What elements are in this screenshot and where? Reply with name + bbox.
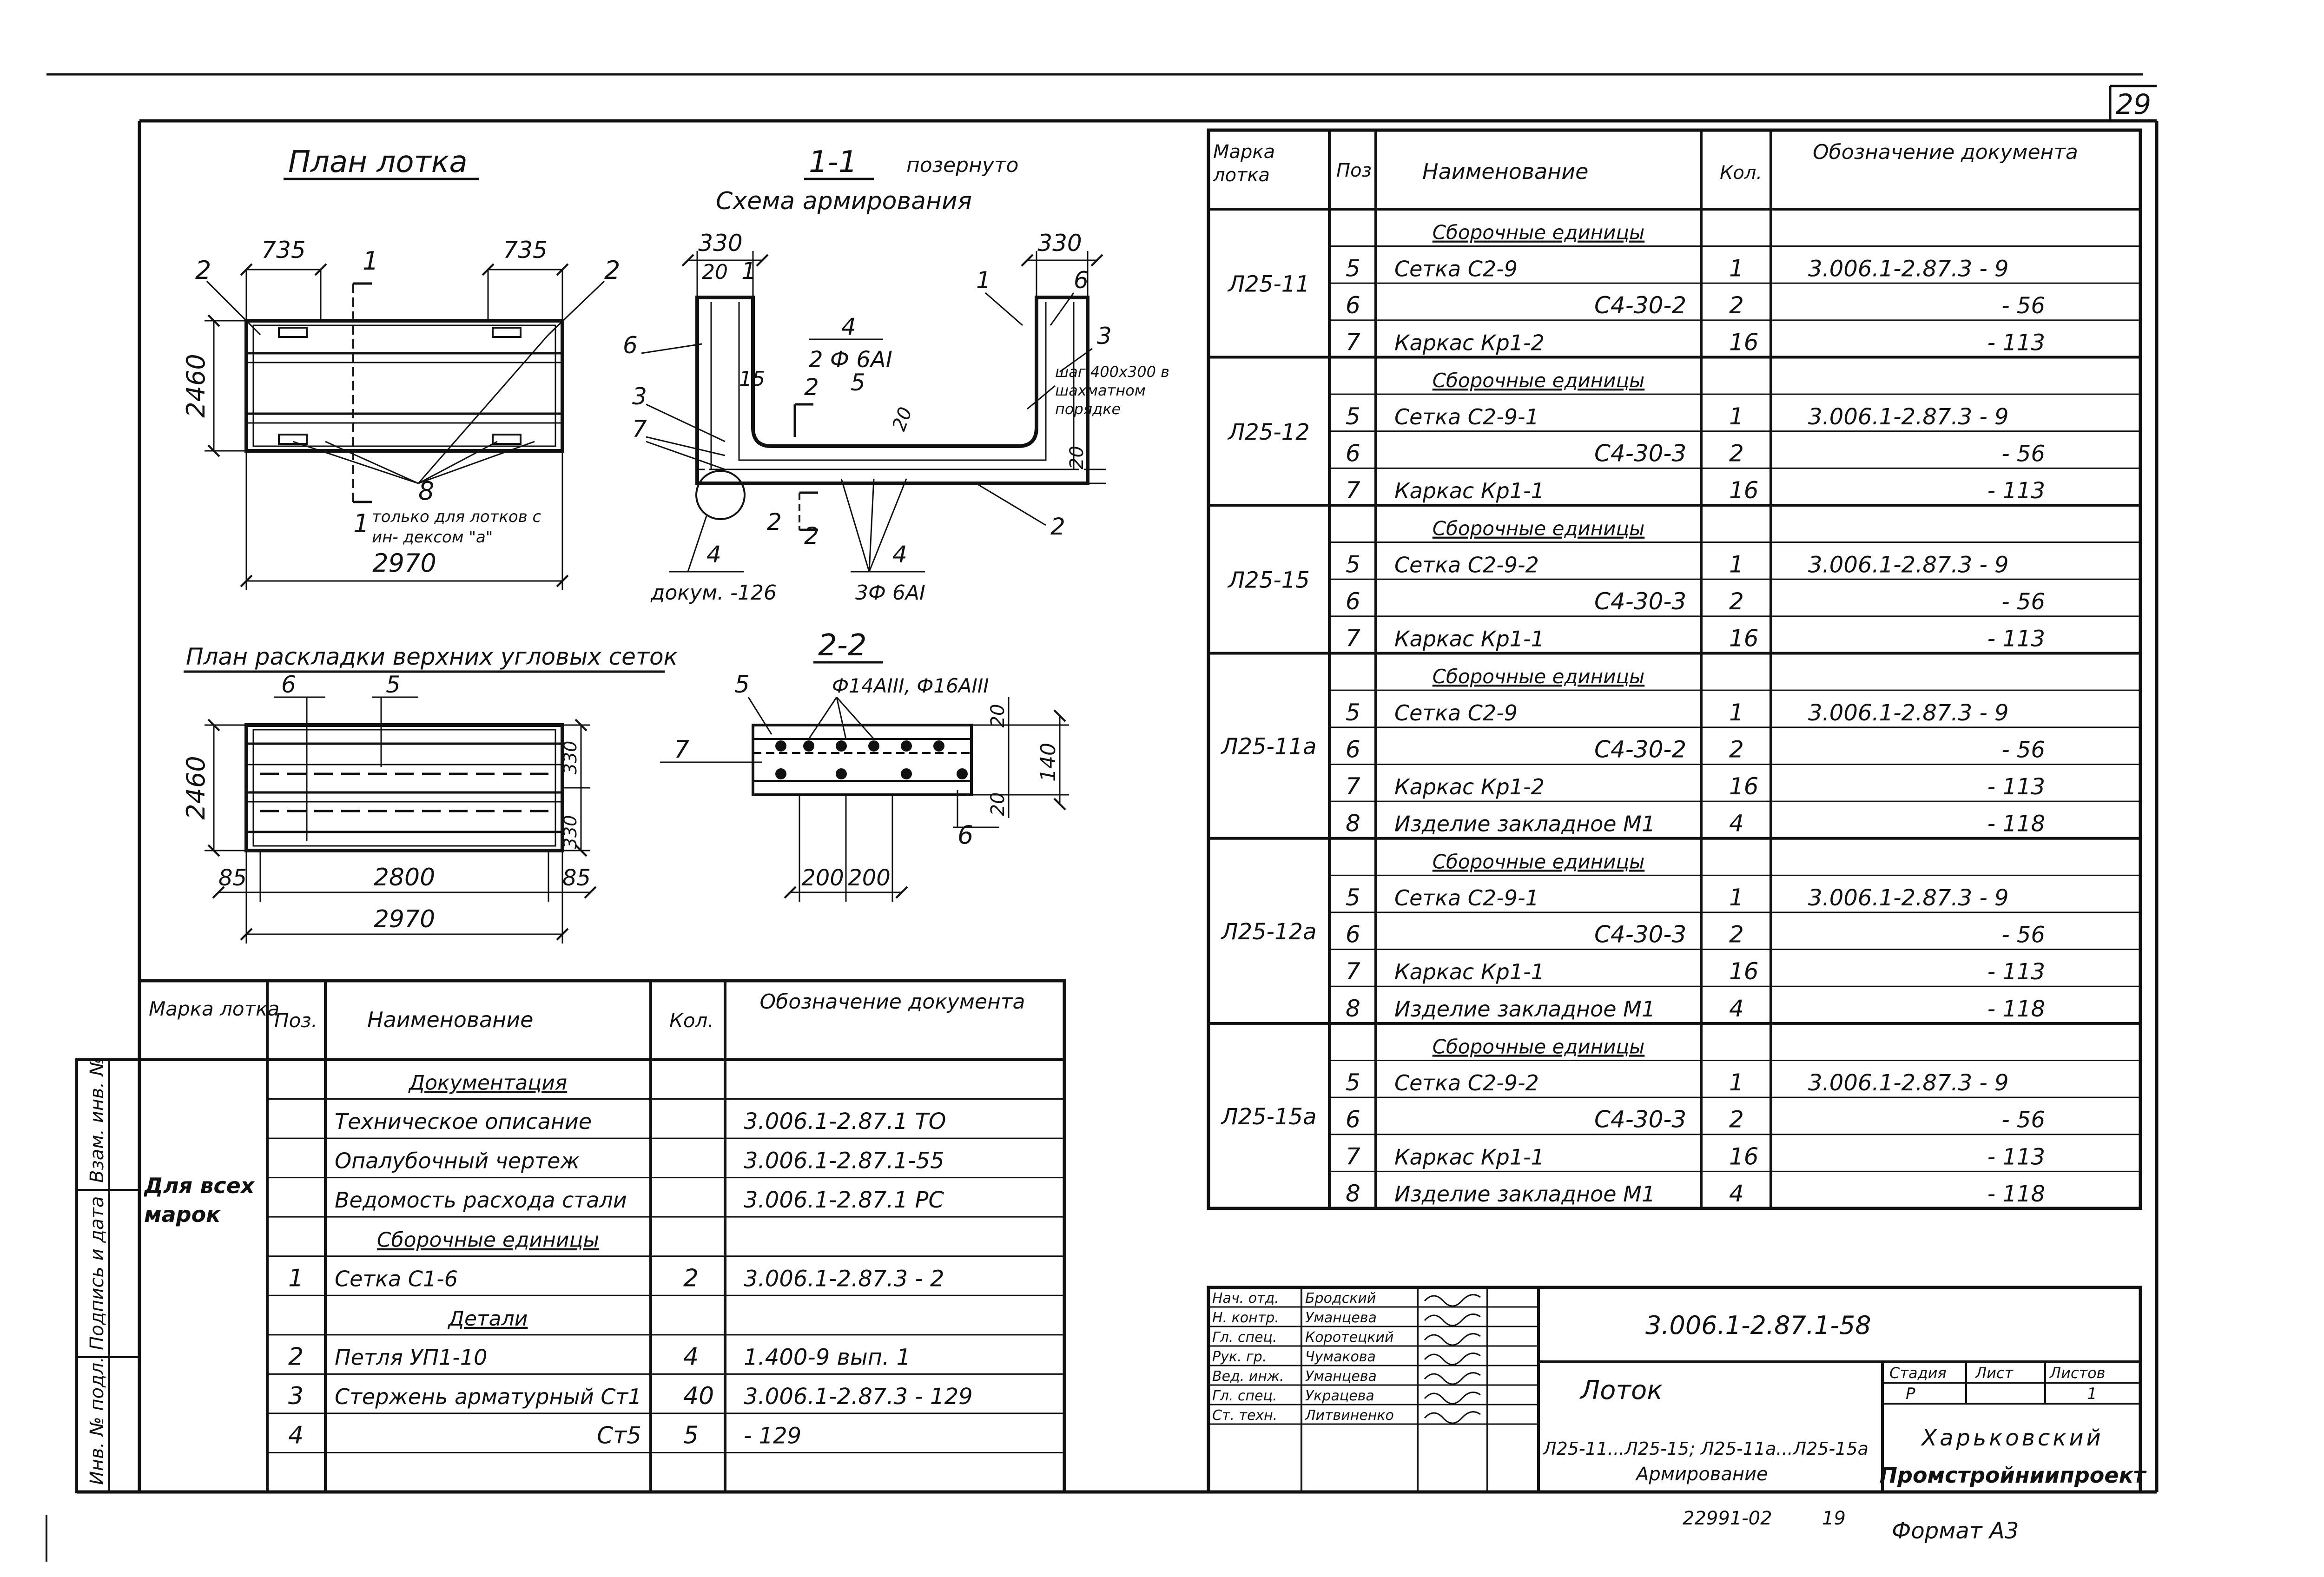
right-row-doc: - 113: [1987, 626, 2045, 652]
title-block: [1208, 1287, 2147, 1492]
left-table-grid: [267, 1071, 1064, 1453]
plan-dim-735-right: 735: [503, 237, 548, 264]
right-row-name: Каркас Кр1-1: [1394, 626, 1545, 652]
left-header-mark: Марка лотка: [149, 997, 280, 1020]
right-row-pos: 6: [1346, 921, 1360, 948]
plan-dim-2460: 2460: [181, 354, 211, 418]
staff-name: Коротецкий: [1305, 1329, 1394, 1346]
right-group-mark: Л25-11: [1228, 271, 1310, 297]
right-row-doc: 3.006.1-2.87.3 - 9: [1808, 1070, 2009, 1096]
section11-bar-label: 2 Ф 6АI: [809, 347, 892, 373]
left-row-doc: 3.006.1-2.87.3 - 2: [744, 1266, 944, 1292]
left-row-doc: 3.006.1-2.87.1 ТО: [744, 1109, 946, 1135]
right-row-heading: Сборочные единицы: [1432, 850, 1645, 873]
layout-title: План раскладки верхних угловых сеток: [186, 643, 678, 670]
right-row-qty: 4: [1729, 810, 1744, 837]
right-row-qty: 1: [1729, 255, 1744, 282]
right-row-doc: - 113: [1987, 959, 2045, 985]
layout-dim-330-b: 330: [560, 815, 581, 849]
plan-title: План лотка: [288, 145, 468, 179]
right-header-mark: Марка лотка: [1213, 141, 1275, 186]
right-header-pos: Поз: [1336, 160, 1372, 181]
right-group-mark: Л25-15: [1228, 567, 1310, 594]
right-row-doc: 3.006.1-2.87.3 - 9: [1808, 699, 2009, 726]
title-subtitle: Л25-11...Л25-15; Л25-11а...Л25-15а: [1543, 1438, 1868, 1459]
right-row-name: С4-30-3: [1594, 587, 1687, 615]
section11-dim-20-slope: 20: [888, 404, 917, 434]
right-row-doc: 3.006.1-2.87.3 - 9: [1808, 256, 2009, 282]
layout-dim-2970: 2970: [373, 905, 436, 933]
stamp-replace: Взам. инв. №: [86, 1056, 108, 1183]
stamp-inv: Инв. № подл.: [86, 1357, 108, 1485]
right-header-qty: Кол.: [1720, 162, 1763, 184]
left-row-name: Стержень арматурный Ст1: [335, 1384, 642, 1409]
right-row-qty: 16: [1729, 329, 1759, 356]
left-row-doc: 3.006.1-2.87.1-55: [744, 1148, 944, 1174]
right-table-grid: [1208, 221, 2140, 1207]
right-row-pos: 5: [1346, 255, 1360, 282]
title-name: Лоток: [1580, 1375, 1663, 1405]
layout-dim-2800: 2800: [373, 864, 436, 891]
right-row-heading: Сборочные единицы: [1432, 517, 1645, 540]
section11-pos-1-left: 1: [741, 257, 756, 284]
left-row-pos: 3: [288, 1382, 304, 1410]
right-group-mark: Л25-11а: [1221, 733, 1317, 760]
section11-pos-2-right: 2: [1050, 513, 1065, 540]
right-row-qty: 16: [1729, 958, 1759, 985]
section11-pos-4-right: 4: [892, 541, 907, 568]
section11-dim-330-left: 330: [698, 230, 743, 257]
right-row-doc: - 56: [2001, 737, 2045, 763]
staff-role: Нач. отд.: [1212, 1290, 1279, 1306]
plan-pos-2-right: 2: [604, 256, 621, 285]
right-row-qty: 16: [1729, 477, 1759, 504]
section11-pitch-note: шаг 400х300 в шахматном порядке: [1055, 363, 1169, 418]
right-row-qty: 2: [1729, 736, 1744, 763]
right-row-name: С4-30-2: [1594, 736, 1687, 763]
section11-pos-2-mid: 2: [804, 374, 819, 401]
right-row-pos: 5: [1346, 884, 1360, 911]
right-group-mark: Л25-12: [1228, 419, 1310, 445]
section11-dim-20: 20: [702, 260, 728, 284]
staff-role: Н. контр.: [1212, 1310, 1279, 1326]
right-row-pos: 7: [1346, 329, 1360, 356]
title-code: 3.006.1-2.87.1-58: [1645, 1311, 1871, 1340]
left-row-qty: 4: [683, 1343, 699, 1371]
right-row-pos: 6: [1346, 440, 1360, 467]
right-header-doc: Обозначение документа: [1813, 140, 2078, 164]
section-1-1-view: [623, 145, 1204, 605]
right-row-pos: 5: [1346, 699, 1360, 726]
left-header-pos: Поз.: [274, 1009, 317, 1032]
section22-dim-140: 140: [1037, 743, 1060, 782]
right-row-qty: 1: [1729, 699, 1744, 726]
sheet-number: 29: [2115, 88, 2152, 121]
signature-mark: [1425, 1295, 1480, 1306]
plan-pos-2-left: 2: [195, 256, 211, 285]
right-row-pos: 5: [1346, 551, 1360, 578]
title-sheet-label: Лист: [1975, 1364, 2014, 1382]
title-stage: Р: [1906, 1385, 1915, 1403]
section-2-2-view: [660, 628, 1069, 902]
left-row-pos: 1: [288, 1264, 304, 1293]
signature-mark: [1425, 1334, 1480, 1345]
right-row-doc: 3.006.1-2.87.3 - 9: [1808, 403, 2009, 430]
right-row-name: Каркас Кр1-2: [1394, 330, 1545, 356]
right-row-qty: 1: [1729, 1069, 1744, 1096]
staff-name: Уманцева: [1305, 1368, 1377, 1385]
right-row-doc: - 118: [1987, 1181, 2045, 1207]
right-row-qty: 2: [1729, 587, 1744, 615]
plan-dim-735-left: 735: [261, 237, 306, 264]
right-spec-table: [1208, 130, 2140, 1208]
section22-title: 2-2: [818, 628, 867, 663]
left-row-name: Ведомость расхода стали: [335, 1188, 627, 1213]
right-row-pos: 7: [1346, 1143, 1360, 1170]
left-row-qty: 40: [683, 1382, 714, 1410]
right-header-name: Наименование: [1422, 159, 1589, 184]
section11-pos-3-left: 3: [632, 383, 647, 410]
right-row-pos: 5: [1346, 1069, 1360, 1096]
left-header-qty: Кол.: [669, 1009, 714, 1032]
left-spec-table: [139, 981, 1064, 1492]
staff-role: Гл. спец.: [1212, 1329, 1277, 1346]
right-row-pos: 5: [1346, 402, 1360, 430]
right-row-name: Каркас Кр1-1: [1394, 1144, 1545, 1170]
section11-title: 1-1: [809, 145, 858, 179]
section11-doc-ref: докум. -126: [651, 581, 777, 605]
plan-view: [181, 145, 620, 590]
section11-pos-1-right: 1: [976, 267, 991, 294]
right-row-pos: 6: [1346, 1106, 1360, 1133]
right-row-qty: 16: [1729, 773, 1759, 800]
left-row-doc: 1.400-9 вып. 1: [744, 1344, 911, 1371]
left-row-name: Ст5: [597, 1422, 641, 1449]
right-row-qty: 2: [1729, 291, 1744, 319]
archive-number: 22991-02: [1683, 1508, 1772, 1529]
plan-note: только для лотков с ин- дексом "а": [372, 508, 541, 547]
left-row-heading: Детали: [448, 1306, 528, 1331]
right-row-name: С4-30-2: [1594, 291, 1687, 319]
title-staff-grid: [1208, 1290, 1538, 1424]
side-stamp: [77, 1056, 139, 1492]
right-row-qty: 1: [1729, 402, 1744, 430]
section22-rebar: Ф14АIII, Ф16АIII: [832, 674, 989, 697]
staff-role: Ст. техн.: [1212, 1407, 1278, 1424]
right-row-heading: Сборочные единицы: [1432, 221, 1645, 244]
right-row-doc: - 56: [2001, 441, 2045, 467]
section11-pos-2-bl: 2: [767, 508, 782, 535]
right-row-doc: 3.006.1-2.87.3 - 9: [1808, 884, 2009, 911]
layout-view: [181, 643, 678, 944]
right-row-pos: 8: [1346, 995, 1360, 1022]
right-row-name: Каркас Кр1-2: [1394, 774, 1545, 800]
title-sheets-label: Листов: [2050, 1364, 2106, 1382]
section11-pos-5: 5: [851, 369, 865, 396]
right-row-pos: 8: [1346, 1180, 1360, 1207]
stamp-sign: Подпись и дата: [86, 1196, 108, 1350]
right-group-mark: Л25-15а: [1221, 1103, 1317, 1130]
staff-role: Рук. гр.: [1212, 1349, 1267, 1365]
right-row-doc: - 56: [2001, 1107, 2045, 1133]
plan-pos-8: 8: [418, 476, 435, 506]
left-row-name: Опалубочный чертеж: [335, 1148, 580, 1174]
section22-dim-200-a: 200: [801, 865, 844, 891]
right-row-doc: 3.006.1-2.87.3 - 9: [1808, 552, 2009, 578]
right-row-doc: - 56: [2001, 588, 2045, 615]
archive-page: 19: [1822, 1508, 1846, 1529]
section11-dim-330-right: 330: [1037, 230, 1082, 257]
right-row-doc: - 56: [2001, 292, 2045, 319]
section22-dim-200-b: 200: [848, 865, 891, 891]
left-group-label: Для всех марок: [144, 1173, 255, 1227]
right-row-heading: Сборочные единицы: [1432, 369, 1645, 392]
section11-pos-3-right: 3: [1097, 323, 1112, 350]
title-org1: Харьковский: [1921, 1425, 2104, 1451]
right-row-name: С4-30-3: [1594, 440, 1687, 467]
plan-dim-2970: 2970: [372, 548, 436, 578]
right-row-doc: - 56: [2001, 922, 2045, 948]
section11-dim-15: 15: [739, 367, 765, 391]
left-row-doc: - 129: [744, 1423, 802, 1449]
signature-mark: [1425, 1412, 1480, 1423]
section11-note: позернуто: [906, 153, 1019, 177]
right-row-name: Сетка С2-9-1: [1394, 404, 1539, 429]
section11-pos-4-left: 4: [706, 541, 721, 568]
title-sheets: 1: [2087, 1385, 2097, 1403]
title-stage-label: Стадия: [1889, 1364, 1947, 1382]
section22-pos-5: 5: [734, 671, 750, 699]
right-row-name: Изделие закладное М1: [1394, 811, 1656, 837]
section11-pos-2-br: 2: [804, 522, 819, 549]
right-row-qty: 4: [1729, 1180, 1744, 1207]
staff-name: Чумакова: [1305, 1349, 1376, 1365]
right-row-doc: - 118: [1987, 811, 2045, 837]
left-row-qty: 2: [683, 1264, 699, 1293]
staff-name: Уманцева: [1305, 1310, 1377, 1326]
right-row-name: Каркас Кр1-1: [1394, 959, 1545, 985]
right-row-name: Сетка С2-9: [1394, 700, 1518, 726]
right-row-name: Изделие закладное М1: [1394, 1181, 1656, 1207]
left-row-heading: Сборочные единицы: [376, 1228, 600, 1252]
section11-bottom-label: 3Ф 6АI: [855, 581, 925, 605]
layout-pos-5: 5: [386, 671, 401, 698]
plan-section-mark-top: 1: [363, 246, 379, 276]
right-row-name: С4-30-3: [1594, 1106, 1687, 1133]
left-header-doc: Обозначение документа: [759, 990, 1025, 1014]
left-row-name: Сетка С1-6: [335, 1266, 458, 1292]
section11-pos-6-left: 6: [623, 332, 638, 359]
right-row-qty: 16: [1729, 625, 1759, 652]
right-row-qty: 16: [1729, 1143, 1759, 1170]
signature-mark: [1425, 1373, 1480, 1384]
right-row-pos: 7: [1346, 773, 1360, 800]
right-row-pos: 6: [1346, 291, 1360, 319]
staff-name: Украцева: [1305, 1388, 1374, 1404]
right-row-qty: 1: [1729, 884, 1744, 911]
left-header-name: Наименование: [367, 1007, 534, 1032]
right-row-heading: Сборочные единицы: [1432, 665, 1645, 688]
title-subtitle2: Армирование: [1636, 1464, 1768, 1485]
layout-pos-6: 6: [281, 671, 296, 698]
right-row-doc: - 113: [1987, 330, 2045, 356]
section22-pos-7: 7: [674, 736, 690, 764]
right-row-name: Изделие закладное М1: [1394, 996, 1656, 1022]
layout-dim-85-right: 85: [562, 865, 591, 891]
staff-name: Бродский: [1305, 1290, 1376, 1306]
right-row-name: Сетка С2-9-2: [1394, 1070, 1539, 1096]
right-row-doc: - 113: [1987, 774, 2045, 800]
right-row-qty: 2: [1729, 1106, 1744, 1133]
right-row-pos: 7: [1346, 477, 1360, 504]
signature-mark: [1425, 1392, 1480, 1404]
signature-mark: [1425, 1314, 1480, 1326]
section11-subtitle: Схема армирования: [716, 187, 972, 215]
section11-dim-20-right: 20: [1066, 446, 1088, 469]
left-row-doc: 3.006.1-2.87.3 - 129: [744, 1383, 973, 1410]
right-row-qty: 2: [1729, 440, 1744, 467]
right-row-name: Сетка С2-9: [1394, 256, 1518, 282]
right-row-name: Каркас Кр1-1: [1394, 478, 1545, 504]
left-row-name: Петля УП1-10: [335, 1345, 488, 1370]
right-row-name: Сетка С2-9-1: [1394, 885, 1539, 911]
right-row-doc: - 118: [1987, 996, 2045, 1022]
right-group-mark: Л25-12а: [1221, 918, 1317, 945]
sheet-format: Формат А3: [1892, 1518, 2019, 1544]
section11-pos-7: 7: [632, 416, 647, 442]
layout-dim-2460: 2460: [181, 756, 211, 820]
right-row-qty: 1: [1729, 551, 1744, 578]
right-row-name: С4-30-3: [1594, 921, 1687, 948]
right-row-qty: 4: [1729, 995, 1744, 1022]
right-row-heading: Сборочные единицы: [1432, 1035, 1645, 1058]
section22-dim-20-bottom: 20: [987, 792, 1009, 816]
left-row-doc: 3.006.1-2.87.1 РС: [744, 1187, 944, 1214]
staff-role: Вед. инж.: [1212, 1368, 1284, 1385]
left-row-pos: 4: [288, 1421, 304, 1450]
right-row-qty: 2: [1729, 921, 1744, 948]
right-row-pos: 7: [1346, 625, 1360, 652]
right-row-name: Сетка С2-9-2: [1394, 552, 1539, 578]
title-org2: Промстройниипроект: [1879, 1463, 2146, 1488]
layout-dim-330-a: 330: [560, 740, 581, 775]
staff-name: Литвиненко: [1305, 1407, 1394, 1424]
plan-section-mark-bottom: 1: [353, 509, 370, 538]
layout-dim-85-left: 85: [218, 865, 247, 891]
section22-pos-6: 6: [957, 820, 974, 850]
section11-pos-4-top: 4: [841, 313, 856, 340]
left-row-name: Техническое описание: [335, 1109, 592, 1135]
left-row-pos: 2: [288, 1343, 304, 1371]
right-row-pos: 7: [1346, 958, 1360, 985]
signature-mark: [1425, 1353, 1480, 1365]
right-row-pos: 6: [1346, 587, 1360, 615]
right-row-pos: 6: [1346, 736, 1360, 763]
staff-role: Гл. спец.: [1212, 1388, 1277, 1404]
right-row-pos: 8: [1346, 810, 1360, 837]
left-row-heading: Документация: [409, 1071, 568, 1095]
right-row-doc: - 113: [1987, 1144, 2045, 1170]
section22-dim-20-top: 20: [987, 704, 1009, 728]
right-row-doc: - 113: [1987, 478, 2045, 504]
left-row-qty: 5: [683, 1421, 699, 1450]
section11-pos-6-right: 6: [1074, 267, 1089, 294]
